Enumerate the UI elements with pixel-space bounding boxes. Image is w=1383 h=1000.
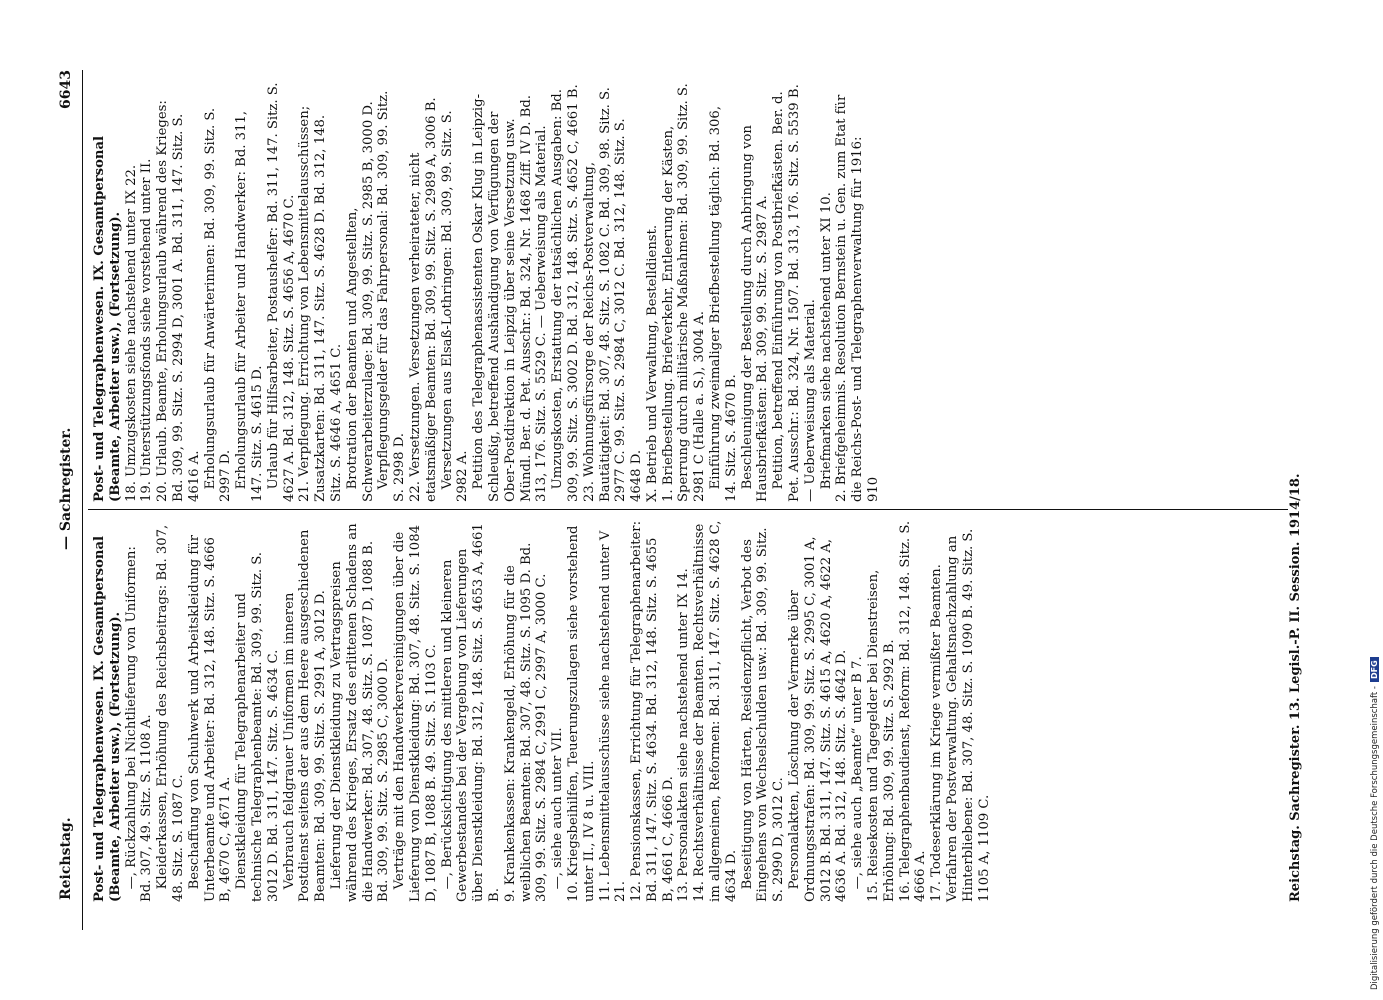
header-rule [82, 70, 83, 930]
register-entry: Post- und Telegraphenwesen. IX. Gesamtpersonal (Beamte, Arbeiter usw.), (Fortsetzung). [92, 131, 123, 502]
register-entry: 17. Todeserklärung im Kriege vermißter Beamten. Verfahren der Postverwaltung. Gehaltsnachzahlung an Hinterbliebene: Bd. 307, 48. Sitz. S. 1090 B. 49. Sitz. S. 1105 A, 1109 C. [929, 524, 992, 902]
register-entry: 21. Verpflegung. Errichtung von Lebensmittelausschüssen; Zusatzkarten: Bd. 311, 147. Sitz. S. 4628 D. Bd. 312, 148. Sitz. S. 4646 A, 4651 C. [297, 101, 344, 502]
register-entry: Verbrauch feldgrauer Uniformen im inneren Postdienst seitens der aus dem Heere ausgeschiedenen Beamten: Bd. 309, 99. Sitz. S. 2991 A, 3012 D. [281, 525, 329, 902]
register-entry: Petition, betreffend Einführung von Postbriefkästen. Ber. d. Pet. Ausschr.: Bd. 324, Nr. 1507. Bd. 313, 176. Sitz. S. 5539 B. — Ueberweisung als Material. [771, 80, 818, 502]
register-entry: 14. Rechtsverhältnisse der Beamten. Rechtsverhältnisse im allgemeinen, Reformen: Bd. 311, 147. Sitz. S. 4628 C, 4634 D. [692, 516, 739, 902]
digitization-credit [1370, 657, 1380, 990]
register-entry: 10. Kriegsbeihilfen, Teuerungszulagen siehe vorstehend unter II., IV 8 u. VIII. [565, 521, 597, 902]
register-entry: —, siehe auch unter VII. [550, 727, 566, 902]
register-entry: Erholungsurlaub für Arbeiter und Handwerker: Bd. 311, 147. Sitz. S. 4615 D. [234, 106, 265, 502]
register-entry: 13. Personalakten siehe nachstehend unter IX 14. [676, 568, 692, 902]
left-column [92, 516, 992, 902]
column-divider [88, 509, 1288, 510]
register-entry: Petition des Telegraphenassistenten Oskar Klug in Leipzig-Schleußig, betreffend Aushändigung von Verfügungen der Ober-Postdirektion in Leipzig über seine Versetzung usw. Mündl. Ber. d. Pet. Ausschr.: Bd. 324, Nr. 1468 Ziff. IV D. Bd. 313, 176. Sitz. S. 5529 C. — Ueberweisung als Material. [471, 90, 550, 502]
header-left: Reichstag. [58, 817, 74, 900]
register-entry: 11. Lebensmittelausschüsse siehe nachstehend unter V 21. [597, 526, 629, 902]
register-entry: Beseitigung von Härten, Residenzpflicht, Verbot des Eingehens von Wechselschulden usw.: Bd. 309, 99. Sitz. S. 2990 D, 3012 C. [739, 523, 787, 902]
right-column [92, 78, 882, 502]
register-entry: Einführung zweimaliger Briefbestellung täglich: Bd. 306, 14. Sitz. S. 4670 B. [708, 101, 739, 502]
register-entry: —, Berücksichtigung des mittleren und kleineren Gewerbestandes bei der Vergebung von Lieferungen über Dienstkleidung: Bd. 312, 148. Sitz. S. 4653 A, 4661 B. [439, 518, 502, 902]
page-header [58, 70, 78, 930]
register-entry: 2. Briefgeheimnis. Resolution Bernstein u. Gen. zum Etat für die Reichs-Post- und Telegraphenverwaltung für 1916: [834, 90, 866, 502]
register-entry: Personalakten, Löschung der Vermerke über Ordnungsstrafen: Bd. 309, 99. Sitz. S. 2995 C, 3001 A, 3012 B. Bd. 311, 147. Sitz. S. 4615 A, 4620 A, 4622 A, 4636 A. Bd. 312, 148. Sitz. S. 4642 D. [787, 532, 850, 902]
register-entry: 20. Urlaub. Beamte, Erholungsurlaub während des Krieges: Bd. 309, 99. Sitz. S. 2994 D, 3001 A. Bd. 311, 147. Sitz. S. 4616 A. [155, 95, 202, 502]
register-entry: 15. Reisekosten und Tagegelder bei Dienstreisen, Erhöhung: Bd. 309, 99. Sitz. S. 2992 B. [866, 565, 897, 902]
register-entry: Dienstkleidung für Telegraphenarbeiter und technische Telegraphenbeamte: Bd. 309, 99. Sitz. S. 3012 D. Bd. 311, 147. Sitz. S. 4634 C. [234, 547, 281, 902]
register-entry: —, siehe auch „Beamte“ unter B 7. [850, 656, 866, 902]
register-entry: Versetzungen aus Elsaß-Lothringen: Bd. 309, 99. Sitz. S. 2982 A. [439, 106, 471, 502]
register-entry: Lieferung der Dienstkleidung zu Vertragspreisen während des Krieges, Ersatz des erlittenen Schadens an die Handwerker: Bd. 307, 48. Sitz. S. 1087 D, 1088 B. Bd. 309, 99. Sitz. S. 2985 C, 3000 D. [328, 519, 392, 902]
register-entry: 22. Versetzungen. Versetzungen verheirateter, nicht etatsmäßiger Beamten: Bd. 309, 99. Sitz. S. 2989 A, 3006 B. [407, 97, 439, 502]
register-entry: 16. Telegraphenbaudienst, Reform: Bd. 312, 148. Sitz. S. 4666 A. [897, 516, 929, 902]
register-entry: 12. Pensionskassen, Errichtung für Telegraphenarbeiter: Bd. 311, 147. Sitz. S. 4634. Bd. 312, 148. Sitz. S. 4655 B, 4661 C, 4666 D. [629, 516, 676, 902]
register-entry: X. Betrieb und Verwaltung, Bestelldienst. [644, 224, 660, 502]
register-entry: Erholungsurlaub für Anwärterinnen: Bd. 309, 99. Sitz. S. 2997 D. [202, 103, 234, 502]
register-entry: 9. Krankenkassen: Krankengeld, Erhöhung für die weiblichen Beamten: Bd. 307, 48. Sitz. S. 1095 D. Bd. 309, 99. Sitz. S. 2984 C, 2991 C, 2997 A, 3000 C. [502, 538, 550, 902]
register-entry: Post- und Telegraphenwesen. IX. Gesamtpersonal (Beamte, Arbeiter usw.), (Fortsetzung). [92, 531, 123, 902]
header-center: — Sachregister. [58, 427, 74, 550]
register-entry: 19. Unterstützungsfonds siehe vorstehend unter II. [139, 158, 155, 502]
register-entry: —, Rückzahlung bei Nichtlieferung von Uniformen: Bd. 307, 49. Sitz. S. 1108 A. [123, 541, 155, 902]
register-entry: 23. Wohnungsfürsorge der Reichs-Postverwaltung, Bautätigkeit: Bd. 307, 48. Sitz. S. 1082 C. Bd. 309, 98. Sitz. S. 2977 C. 99. Sitz. S. 2984 C, 3012 C. Bd. 312, 148. Sitz. S. 4648 D. [581, 82, 645, 502]
register-entry: Urlaub für Hilfsarbeiter, Postaushelfer: Bd. 311, 147. Sitz. S. 4627 A. Bd. 312, 148. Sitz. S. 4656 A, 4670 C. [265, 78, 297, 502]
register-entry: Beschleunigung der Bestellung durch Anbringung von Hausbriefkästen: Bd. 309, 99. Sitz. S. 2987 A. [739, 120, 771, 502]
register-entry: Beschaffung von Schuhwerk und Arbeitskleidung für Unterbeamte und Arbeiter: Bd. 312, 148. Sitz. S. 4666 B, 4670 C, 4671 A. [186, 530, 234, 902]
register-entry: Umzugskosten, Erstattung der tatsächlichen Ausgaben: Bd. 309, 99. Sitz. S. 3002 D. Bd. 312, 148. Sitz. S. 4652 C, 4661 B. [550, 84, 581, 502]
register-entry: Verpflegungsgelder für das Fahrpersonal: Bd. 309, 99. Sitz. S. 2998 D. [376, 86, 408, 502]
register-entry: 1. Briefbestellung. Briefverkehr, Entleerung der Kästen, Sperrung durch militärische Maßnahmen: Bd. 309, 99. Sitz. S. 2981 C (Halle a. S.), 3004 A. [660, 79, 708, 502]
page-footer: Reichstag. Sachregister. 13. Legisl.-P. II. Session. 1914/18. [1288, 473, 1303, 902]
register-entry: 18. Umzugskosten siehe nachstehend unter IX 22. [123, 164, 139, 502]
register-entry: Brotration der Beamten und Angestellten, Schwerarbeiterzulage: Bd. 309, 99. Sitz. S. 2985 B, 3000 D. [344, 101, 376, 502]
register-entry: Verträge mit den Handwerkervereinigungen über die Lieferung von Dienstkleidung: Bd. 307, 48. Sitz. S. 1084 D, 1087 B, 1088 B. 49. Sitz. S. 1103 C. [392, 520, 439, 902]
register-entry: Briefmarken siehe nachstehend unter XI 10. [818, 192, 834, 502]
register-entry: 910 [866, 476, 882, 502]
dfg-logo: DFG [1370, 657, 1379, 682]
credit-text: Digitalisierung gefördert durch die Deutsche Forschungsgemeinschaft - [1370, 686, 1380, 990]
page-number: 6643 [58, 70, 74, 109]
register-entry: Kleiderkassen, Erhöhung des Reichsbeitrags: Bd. 307, 48. Sitz. S. 1087 C. [155, 520, 186, 902]
